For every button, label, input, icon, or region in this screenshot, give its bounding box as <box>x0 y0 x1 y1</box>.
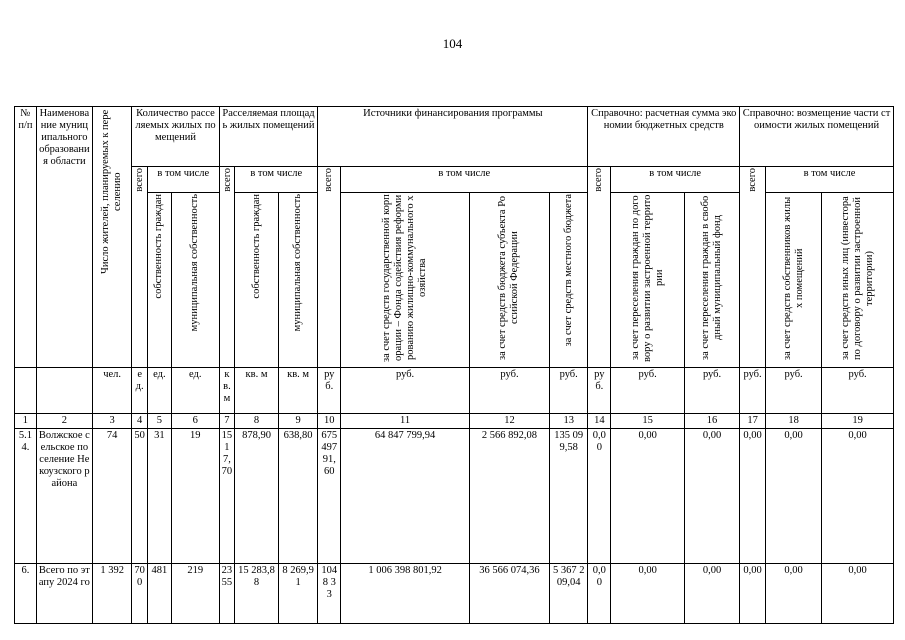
header-econ-free: за счет переселения граждан в свободный муниципальный фонд <box>685 193 740 368</box>
row-subject-budget: 36 566 074,36 <box>469 564 549 624</box>
column-number: 16 <box>685 414 740 429</box>
header-comp-others: за счет средств иных лиц (инвестора по договору о развитии застроенной территории) <box>822 193 894 368</box>
unit-rub: руб. <box>611 368 685 414</box>
row-local-budget: 135 099,58 <box>549 429 587 564</box>
column-number: 2 <box>36 414 92 429</box>
units-cell <box>15 368 37 414</box>
row-subject-budget: 2 566 892,08 <box>469 429 549 564</box>
header-finance-group: Источники финансирования программы <box>318 107 588 167</box>
header-economy-group: Справочно: расчетная сумма экономии бюджетных средств <box>588 107 740 167</box>
page-number: 104 <box>442 36 463 51</box>
unit-rub: руб. <box>766 368 822 414</box>
row-area-private: 878,90 <box>235 429 279 564</box>
header-residents: Число жителей, планируемых к переселению <box>92 107 131 368</box>
column-number: 13 <box>549 414 587 429</box>
header-rooms-private: собственность граждан <box>147 193 171 368</box>
row-comp-others: 0,00 <box>822 564 894 624</box>
row-finance-total: 67549791,60 <box>318 429 341 564</box>
header-rooms-municipal: муниципальная собственность <box>171 193 219 368</box>
header-area-group: Расселяемая площадь жилых помещений <box>219 107 318 167</box>
unit-rub: руб. <box>341 368 470 414</box>
header-name: Наименование муниципального образования области <box>36 107 92 368</box>
header-area-municipal: муниципальная собственность <box>278 193 318 368</box>
row-comp-owners: 0,00 <box>766 564 822 624</box>
row-name: Всего по этапу 2024 го <box>36 564 92 624</box>
header-comp-incl: в том числе <box>766 167 894 193</box>
column-number: 11 <box>341 414 470 429</box>
row-econ-total: 0,00 <box>588 564 611 624</box>
header-comp-owners: за счет средств собственников жилых помещений <box>766 193 822 368</box>
column-number: 14 <box>588 414 611 429</box>
row-rooms-private: 481 <box>147 564 171 624</box>
column-number: 19 <box>822 414 894 429</box>
row-area-private: 15 283,88 <box>235 564 279 624</box>
unit-rub: руб. <box>588 368 611 414</box>
row-area-total: 2355 <box>219 564 235 624</box>
row-name: Волжское сельское поселение Некоузского района <box>36 429 92 564</box>
header-subject-budget: за счет средств бюджета субъекта Российской Федерации <box>469 193 549 368</box>
row-comp-owners: 0,00 <box>766 429 822 564</box>
header-area-private: собственность граждан <box>235 193 279 368</box>
units-row <box>15 368 894 414</box>
column-number: 17 <box>740 414 766 429</box>
unit-units: ед. <box>171 368 219 414</box>
column-number: 18 <box>766 414 822 429</box>
unit-rub: руб. <box>822 368 894 414</box>
row-econ-contract: 0,00 <box>611 429 685 564</box>
row-rooms-total: 700 <box>132 564 148 624</box>
column-number: 5 <box>147 414 171 429</box>
header-rooms-total: всего <box>132 167 148 368</box>
row-finance-total: 1048 33 <box>318 564 341 624</box>
table-row <box>15 429 894 564</box>
resettlement-table <box>14 106 894 624</box>
unit-sqm: кв. м <box>219 368 235 414</box>
row-area-total: 1517,70 <box>219 429 235 564</box>
row-econ-total: 0,00 <box>588 429 611 564</box>
column-number: 6 <box>171 414 219 429</box>
row-rooms-private: 31 <box>147 429 171 564</box>
column-number: 1 <box>15 414 37 429</box>
row-area-municipal: 638,80 <box>278 429 318 564</box>
unit-sqm: кв. м <box>235 368 279 414</box>
header-area-total: всего <box>219 167 235 368</box>
column-number: 15 <box>611 414 685 429</box>
header-area-incl: в том числе <box>235 167 318 193</box>
row-residents: 1 392 <box>92 564 131 624</box>
row-num: 6. <box>15 564 37 624</box>
header-economy-incl: в том числе <box>611 167 740 193</box>
row-comp-total: 0,00 <box>740 564 766 624</box>
row-econ-free: 0,00 <box>685 429 740 564</box>
row-econ-free: 0,00 <box>685 564 740 624</box>
row-residents: 74 <box>92 429 131 564</box>
column-number: 8 <box>235 414 279 429</box>
row-fund: 1 006 398 801,92 <box>341 564 470 624</box>
unit-people: чел. <box>92 368 131 414</box>
unit-units: ед. <box>147 368 171 414</box>
table-row <box>15 564 894 624</box>
header-num: № п/п <box>15 107 37 368</box>
row-num: 5.14. <box>15 429 37 564</box>
header-finance-incl: в том числе <box>341 167 588 193</box>
row-rooms-total: 50 <box>132 429 148 564</box>
header-comp-total: всего <box>740 167 766 368</box>
column-number: 10 <box>318 414 341 429</box>
column-number: 7 <box>219 414 235 429</box>
header-rooms-incl: в том числе <box>147 167 219 193</box>
unit-rub: руб. <box>740 368 766 414</box>
column-number: 9 <box>278 414 318 429</box>
unit-rub: руб. <box>549 368 587 414</box>
header-rooms-group: Количество расселяемых жилых помещений <box>132 107 219 167</box>
units-cell <box>36 368 92 414</box>
unit-sqm: кв. м <box>278 368 318 414</box>
header-econ-contract: за счет переселения граждан по договору о развитии застроенной территории <box>611 193 685 368</box>
column-numbers-row <box>15 414 894 429</box>
header-local-budget: за счет средств местного бюджета <box>549 193 587 368</box>
column-number: 12 <box>469 414 549 429</box>
column-number: 4 <box>132 414 148 429</box>
row-rooms-municipal: 219 <box>171 564 219 624</box>
header-finance-total: всего <box>318 167 341 368</box>
row-comp-total: 0,00 <box>740 429 766 564</box>
unit-units: ед. <box>132 368 148 414</box>
row-area-municipal: 8 269,91 <box>278 564 318 624</box>
row-fund: 64 847 799,94 <box>341 429 470 564</box>
header-compensation-group: Справочно: возмещение части стоимости жилых помещений <box>740 107 894 167</box>
unit-rub: руб. <box>685 368 740 414</box>
row-comp-others: 0,00 <box>822 429 894 564</box>
header-fund: за счет средств государственной корпорации – Фонда содействия реформированию жилищно-коммунального хозяйства <box>341 193 470 368</box>
unit-rub: руб. <box>469 368 549 414</box>
column-number: 3 <box>92 414 131 429</box>
header-economy-total: всего <box>588 167 611 368</box>
row-rooms-municipal: 19 <box>171 429 219 564</box>
unit-rub: руб. <box>318 368 341 414</box>
row-econ-contract: 0,00 <box>611 564 685 624</box>
row-local-budget: 5 367 209,04 <box>549 564 587 624</box>
